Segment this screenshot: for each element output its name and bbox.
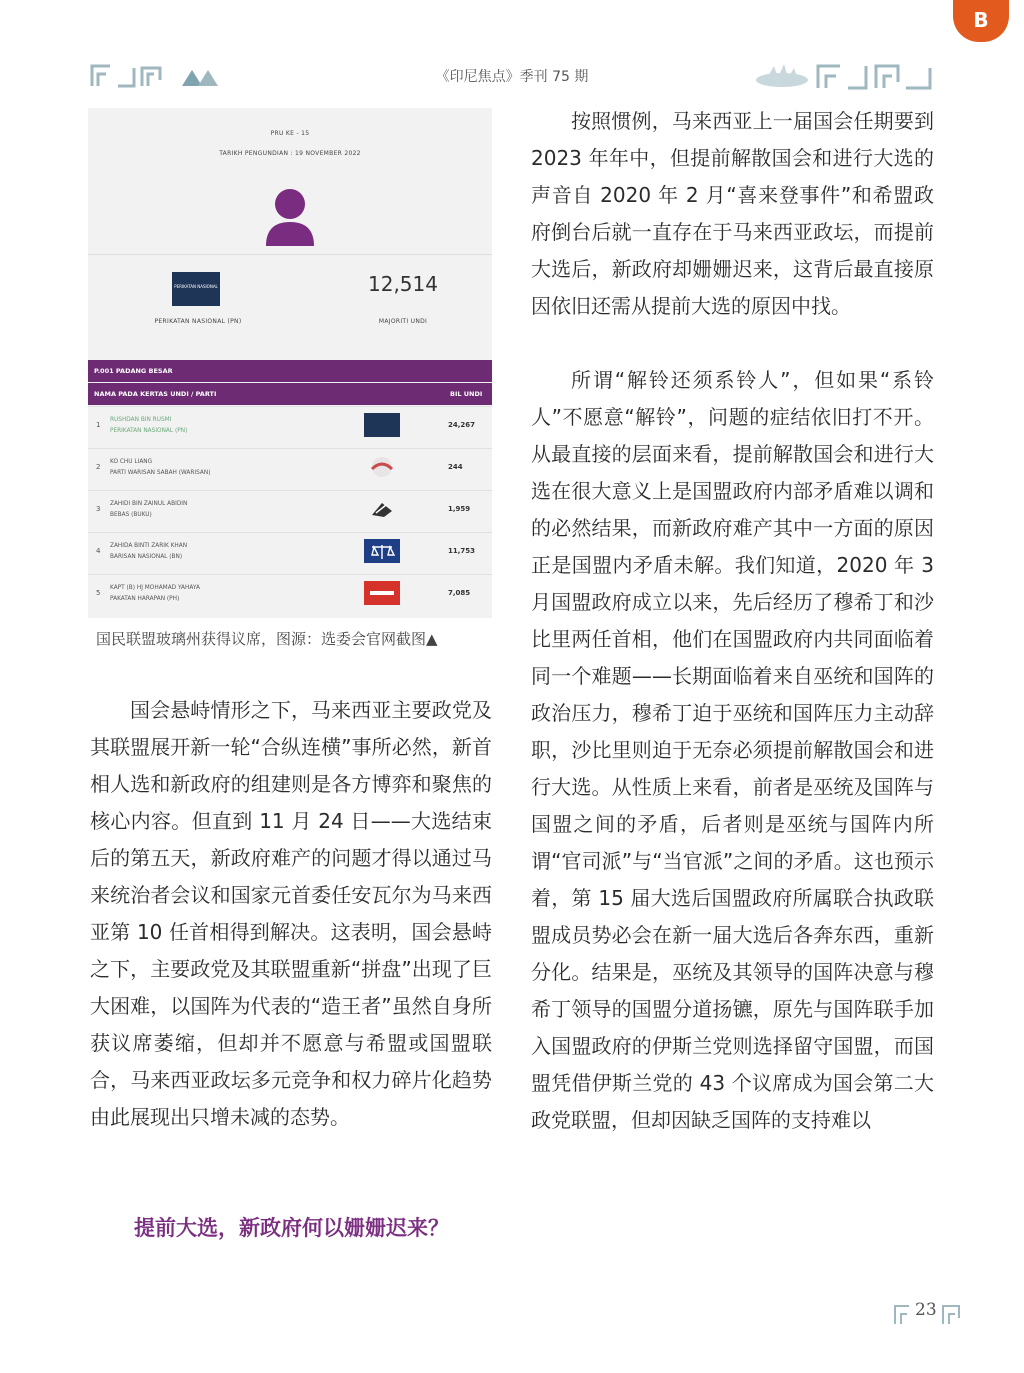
candidate-party: PAKATAN HARAPAN (PH): [110, 596, 180, 602]
page-number: 23: [915, 1300, 937, 1320]
table-row: 2 KO CHU LIANG PARTI WARISAN SABAH (WARISAN) 244: [88, 448, 492, 490]
candidate-party: BARISAN NASIONAL (BN): [110, 554, 183, 560]
constituency-name: P.001 PADANG BESAR: [94, 367, 173, 375]
person-avatar-icon: [264, 186, 316, 246]
candidate-name: ZAHIDA BINTI ZARIK KHAN: [110, 543, 188, 549]
figure-caption: 国民联盟玻璃州获得议席，图源：选委会官网截图▲: [96, 630, 438, 648]
candidate-name: KO CHU LIANG: [110, 459, 153, 465]
page-number-block: [893, 1298, 963, 1328]
winner-party-logo: PERIKATAN NASIONAL: [172, 272, 220, 306]
candidate-name: KAPT (B) HJ MOHAMAD YAHAYA: [110, 585, 200, 591]
table-row: 3 ZAHIDI BIN ZAINUL ABIDIN BEBAS (BUKU) 1,959: [88, 490, 492, 532]
candidate-votes: 24,267: [448, 421, 476, 429]
table-row: 1 RUSHDAN BIN RUSMI PERIKATAN NASIONAL (PN) 24,267: [88, 406, 492, 448]
majority-value: 12,514: [368, 272, 438, 296]
col-name-header: NAMA PADA KERTAS UNDI / PARTI: [94, 390, 217, 398]
paragraph: 所谓“解铃还须系铃人”，但如果“系铃人”不愿意“解铃”，问题的症结依旧打不开。从最直接的层面来看，提前解散国会和进行大选在很大意义上是国盟政府内部矛盾难以调和的必然结果，而新政府难产其中一方面的原因正是国盟内矛盾未解。我们知道，2020 年 3 月国盟政府成立以来，先后经历了穆希丁和沙比里两任首相，他们在国盟政府内共同面临着同一个难题——长期面临着来自巫统和国阵的政治压力，穆希丁迫于巫统和国阵压力主动辞职，沙比里则迫于无奈必须提前解散国会和进行大选。从性质上来看，前者是巫统及国阵与国盟之间的矛盾，后者则是巫统与国阵内所谓“官司派”与“当官派”之间的矛盾。这也预示着，第 15 届大选后国盟政府所属联合执政联盟成员势必会在新一届大选后各奔东西，重新分化。结果是，巫统及其领导的国阵决意与穆希丁领导的国盟分道扬镳，原先与国阵联手加入国盟政府的伊斯兰党则选择留守国盟，而国盟凭借伊斯兰党的 43 个议席成为国会第二大政党联盟，但却因缺乏国阵的支持难以: [531, 368, 934, 1132]
fig-pru: PRU KE - 15: [270, 130, 310, 137]
table-row: 5 KAPT (B) HJ MOHAMAD YAHAYA PAKATAN HARAPAN (PH) 7,085: [88, 574, 492, 616]
header-deco-right: [752, 60, 937, 90]
candidate-votes: 1,959: [448, 505, 471, 513]
paragraph: 国会悬峙情形之下，马来西亚主要政党及其联盟展开新一轮“合纵连横”事所必然，新首相人选和新政府的组建则是各方博弈和聚焦的核心内容。但直到 11 月 24 日——大选结束后的第五天，新政府难产的问题才得以通过马来统治者会议和国家元首委任安瓦尔为马来西亚第 10 任首相得到解决。这表明，国会悬峙之下，主要政党及其联盟重新“拼盘”出现了巨大困难，以国阵为代表的“造王者”虽然自身所获议席萎缩，但却并不愿意与希盟或国盟联合，马来西亚政坛多元竞争和权力碎片化趋势由此展现出只增未减的态势。: [90, 698, 492, 1129]
running-header-title: 《印尼焦点》季刊 75 期: [435, 69, 589, 85]
table-row: 4 ZAHIDA BINTI ZARIK KHAN BARISAN NASIONAL (BN) 11,753: [88, 532, 492, 574]
constituency-bar: [88, 360, 492, 382]
section-badge: B: [953, 0, 1009, 42]
candidate-party: BEBAS (BUKU): [110, 512, 152, 518]
candidate-name: ZAHIDI BIN ZAINUL ABIDIN: [110, 501, 188, 507]
fig-date: TARIKH PENGUNDIAN : 19 NOVEMBER 2022: [219, 150, 361, 157]
section-subheading: 提前大选，新政府何以姗姗迟来？: [134, 1216, 449, 1240]
paragraph: 按照惯例，马来西亚上一届国会任期要到 2023 年年中，但提前解散国会和进行大选的声音自 2020 年 2 月“喜来登事件”和希盟政府倒台后就一直存在于马来西亚政坛，而提前大选后，新政府却姗姗迟来，这背后最直接原因依旧还需从提前大选的原因中找。: [531, 109, 934, 318]
majority-label: MAJORITI UNDI: [378, 318, 428, 325]
party-logo-icon: [364, 455, 400, 479]
candidate-votes: 11,753: [448, 547, 476, 555]
candidate-party: PARTI WARISAN SABAH (WARISAN): [110, 470, 211, 476]
candidate-name: RUSHDAN BIN RUSMI: [110, 417, 172, 423]
winner-party-name: PERIKATAN NASIONAL (PN): [154, 318, 242, 325]
candidate-votes: 244: [448, 463, 463, 471]
candidate-votes: 7,085: [448, 589, 471, 597]
election-result-figure: [88, 108, 492, 618]
party-logo-icon: [364, 497, 400, 521]
candidate-party: PERIKATAN NASIONAL (PN): [110, 428, 188, 434]
col-votes-header: BIL UNDI: [450, 390, 483, 398]
party-logo-icon: [364, 581, 400, 605]
right-column: [531, 103, 934, 1139]
party-logo-icon: [364, 539, 400, 563]
left-column: [90, 692, 492, 1136]
party-logo-icon: [364, 413, 400, 437]
table-header: [88, 383, 492, 405]
